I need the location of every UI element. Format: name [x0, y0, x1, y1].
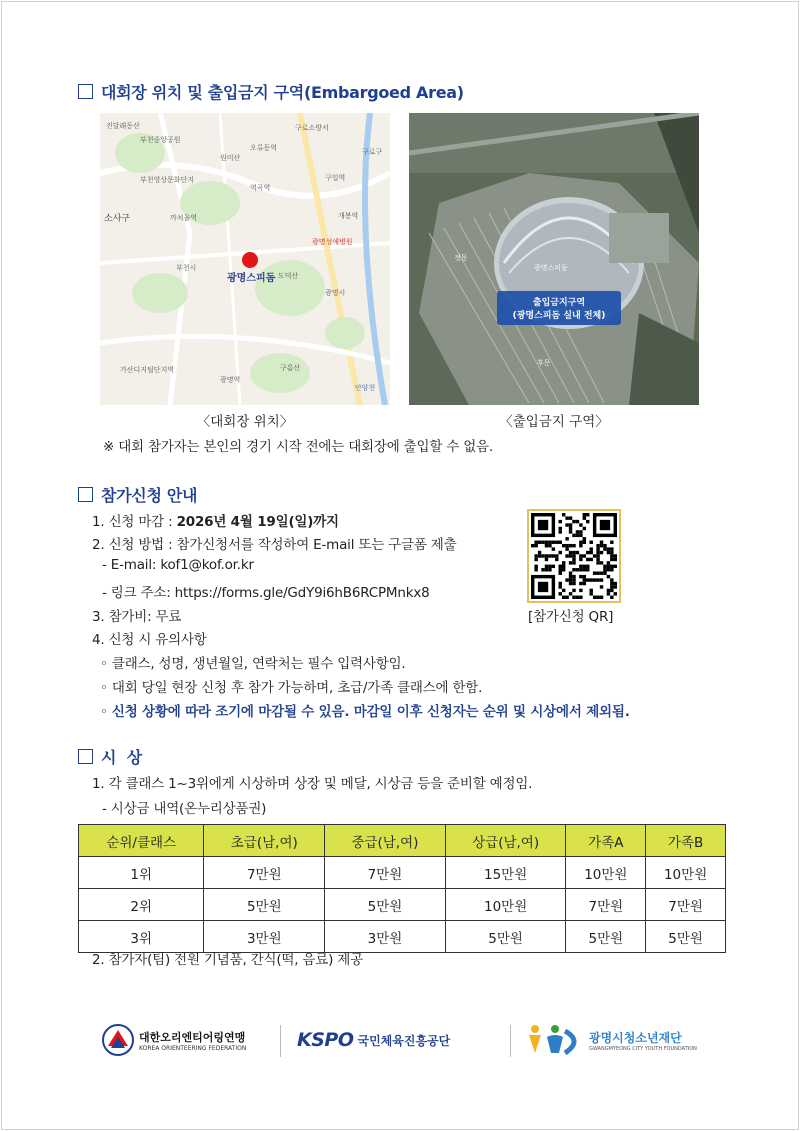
- table-cell: 10만원: [646, 857, 726, 889]
- table-row: [79, 889, 726, 921]
- deadline-item: 1. 신청 마감 : 2026년 4월 19일(일)까지: [92, 514, 339, 530]
- table-cell: 5만원: [445, 921, 566, 953]
- qr-code-icon: [531, 513, 617, 599]
- table-cell: 10만원: [445, 889, 566, 921]
- section-title-venue: 대회장 위치 및 출입금지 구역(Embargoed Area): [78, 80, 464, 103]
- column-header: 상급(남,여): [445, 825, 566, 857]
- checkbox-square-icon: [78, 84, 93, 99]
- map-label: 광명성애병원: [312, 238, 353, 246]
- kspo-logo: [297, 1020, 450, 1060]
- checkbox-square-icon: [78, 487, 93, 502]
- note-bullet-warning: ◦ 신청 상황에 따라 조기에 마감될 수 있음. 마감일 이후 신청자는 순위 및 시상에서 제외됨.: [100, 704, 630, 720]
- venue-marker-icon: [242, 252, 258, 268]
- venue-map-caption: 〈대회장 위치〉: [196, 414, 294, 430]
- note-bullet: ◦ 대회 당일 현장 신청 후 참가 가능하며, 초급/가족 클래스에 한함.: [100, 680, 483, 696]
- table-cell: 5만원: [325, 889, 446, 921]
- map-label: 부천중앙공원: [140, 136, 181, 144]
- kspo-wordmark: KSPO: [297, 1029, 354, 1051]
- map-label: 구일역: [325, 174, 346, 182]
- map-label: 소사구: [104, 214, 131, 224]
- map-label: 원미산: [220, 154, 241, 162]
- column-header: 가족A: [566, 825, 646, 857]
- awards-item: 1. 각 클래스 1~3위에게 시상하며 상장 및 메달, 시상금 등을 준비할 예정임.: [92, 776, 533, 792]
- kof-emblem-icon: [102, 1024, 134, 1056]
- deadline-date: 2026년 4월 19일(일)까지: [176, 514, 339, 530]
- table-cell: 7만원: [204, 857, 325, 889]
- table-cell: 5만원: [566, 921, 646, 953]
- map-label: 오류동역: [250, 144, 278, 152]
- note-bullet: ◦ 클래스, 성명, 생년월일, 연락처는 필수 입력사항임.: [100, 656, 406, 672]
- table-row: [79, 857, 726, 889]
- embargoed-area-map[interactable]: [409, 113, 699, 405]
- map-label: 안양천: [355, 384, 376, 392]
- map-label: 정문: [454, 254, 468, 262]
- gm-youth-english-name: GWANGMYEONG CITY YOUTH FOUNDATION: [589, 1045, 697, 1052]
- map-label: 까치울역: [170, 214, 198, 222]
- kof-logo: [102, 1020, 246, 1060]
- email-line[interactable]: - E-mail: kof1@kof.or.kr: [102, 557, 254, 573]
- table-cell: 3만원: [325, 921, 446, 953]
- table-cell: 15만원: [445, 857, 566, 889]
- map-label: 역곡역: [250, 184, 271, 192]
- kspo-name: 국민체육진흥공단: [357, 1033, 451, 1048]
- map-label: 부천영상문화단지: [140, 176, 195, 184]
- souvenir-item: 2. 참가자(팀) 전원 기념품, 간식(떡, 음료) 제공: [92, 952, 363, 968]
- street-map: [100, 113, 390, 405]
- qr-caption: [참가신청 QR]: [528, 609, 614, 625]
- table-cell: 7만원: [646, 889, 726, 921]
- table-cell: 3만원: [204, 921, 325, 953]
- section-title-registration: 참가신청 안내: [78, 483, 197, 506]
- footer-divider: [510, 1025, 511, 1057]
- prize-table: [78, 824, 726, 953]
- zone-subtitle: (광명스피돔 실내 전체): [512, 311, 606, 321]
- map-label: 구로소방서: [295, 124, 329, 132]
- map-label: 부천시: [176, 264, 197, 272]
- map-label: 광명스피돔: [534, 264, 568, 272]
- map-label: 구로구: [362, 148, 383, 156]
- column-header: 초급(남,여): [204, 825, 325, 857]
- venue-label: 광명스피돔: [227, 273, 276, 284]
- kof-name: 대한오리엔티어링연맹: [139, 1030, 246, 1044]
- checkbox-square-icon: [78, 749, 93, 764]
- map-label: 광명시: [325, 289, 346, 297]
- notes-item: 4. 신청 시 유의사항: [92, 632, 207, 648]
- map-label: 광명역: [220, 376, 241, 384]
- kof-english-name: KOREA ORIENTEERING FEDERATION: [139, 1044, 247, 1052]
- column-header: 가족B: [646, 825, 726, 857]
- embargoed-zone-box: [497, 291, 621, 325]
- zone-title: 출입금지구역: [532, 298, 586, 308]
- gm-youth-emblem-icon: [525, 1023, 585, 1057]
- fee-item: 3. 참가비: 무료: [92, 609, 182, 625]
- section-title-awards: 시 상: [78, 745, 142, 768]
- map-label: 구름산: [280, 364, 301, 372]
- table-cell: 3위: [79, 921, 204, 953]
- form-link[interactable]: - 링크 주소: https://forms.gle/GdY9i6hB6RCPMnkx8: [102, 585, 430, 601]
- map-label: 가산디지털단지역: [120, 366, 175, 374]
- map-label: 개봉역: [338, 212, 359, 220]
- embargoed-map-caption: 〈출입금지 구역〉: [499, 414, 609, 430]
- column-header: 순위/클래스: [79, 825, 204, 857]
- table-cell: 5만원: [646, 921, 726, 953]
- footer-divider: [280, 1025, 281, 1057]
- map-label: 도덕산: [278, 272, 299, 280]
- venue-entry-note: ※ 대회 참가자는 본인의 경기 시작 전에는 대회장에 출입할 수 없음.: [103, 439, 493, 455]
- table-cell: 1위: [79, 857, 204, 889]
- column-header: 중급(남,여): [325, 825, 446, 857]
- table-cell: 2위: [79, 889, 204, 921]
- registration-qr-code[interactable]: [527, 509, 621, 603]
- table-cell: 7만원: [566, 889, 646, 921]
- table-cell: 7만원: [325, 857, 446, 889]
- venue-location-map[interactable]: [100, 113, 390, 405]
- satellite-map: [409, 113, 699, 405]
- prize-money-label: - 시상금 내역(온누리상품권): [102, 801, 267, 817]
- table-header-row: [79, 825, 726, 857]
- table-cell: 10만원: [566, 857, 646, 889]
- gm-youth-name: 광명시청소년재단: [589, 1030, 682, 1045]
- map-label: 후문: [537, 359, 551, 367]
- map-label: 진달래동산: [106, 122, 140, 130]
- method-item: 2. 신청 방법 : 참가신청서를 작성하여 E-mail 또는 구글폼 제출: [92, 537, 457, 553]
- gm-youth-logo: [525, 1020, 697, 1060]
- table-cell: 5만원: [204, 889, 325, 921]
